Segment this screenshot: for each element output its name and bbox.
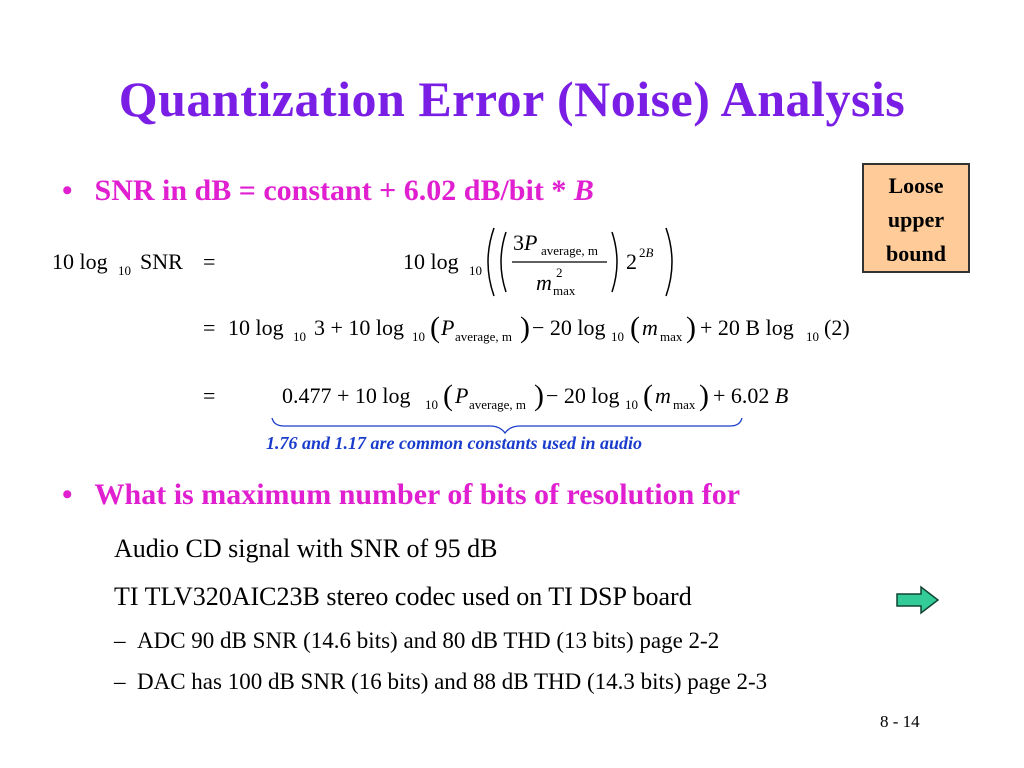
svg-text:): ) [520, 311, 530, 344]
eq-equals-2: = [203, 315, 216, 340]
eq-lhs-sub: 10 [118, 263, 131, 278]
box-line-3: bound [886, 241, 946, 266]
svg-text:): ) [686, 311, 696, 344]
svg-text:10 log: 10 log [228, 315, 284, 340]
bullet-marker: • [62, 174, 73, 207]
dash-dac-text: DAC has 100 dB SNR (16 bits) and 88 dB THD (14.3 bits) page 2-3 [137, 669, 768, 694]
svg-text:10: 10 [611, 329, 624, 344]
eq-outer-paren-left [488, 228, 494, 296]
eq-numerator: 3P [513, 230, 538, 255]
svg-text:): ) [534, 379, 544, 412]
bullet-snr-text: SNR in dB = constant + 6.02 dB/bit * [94, 174, 574, 207]
svg-text:10: 10 [625, 397, 638, 412]
equation-row-2 [203, 311, 850, 344]
bullet-snr-var: B [573, 174, 594, 207]
svg-text:average, m: average, m [455, 329, 513, 344]
svg-text:10: 10 [806, 329, 819, 344]
bullet-max-bits-text: What is maximum number of bits of resolution for [94, 478, 741, 511]
svg-text:10: 10 [293, 329, 306, 344]
svg-text:0.477 + 10 log: 0.477 + 10 log [282, 383, 411, 408]
eq-equals-1: = [203, 249, 216, 274]
underbrace [272, 418, 742, 433]
eq-row1-prefix: 10 log [403, 249, 459, 274]
svg-text:− 20 log: − 20 log [532, 315, 606, 340]
eq-lhs: 10 log [52, 249, 108, 274]
eq-numerator-sub: average, m [541, 243, 599, 258]
bullet-max-bits [62, 478, 740, 512]
eq-two-exp: 2B [639, 245, 654, 260]
svg-text:+ 6.02 B: + 6.02 B [713, 383, 789, 408]
line-codec: TI TLV320AIC23B stereo codec used on TI DSP board [114, 582, 692, 611]
right-arrow-icon[interactable] [895, 585, 941, 615]
svg-text:): ) [699, 379, 709, 412]
svg-text:m: m [642, 315, 658, 340]
svg-text:10: 10 [425, 397, 438, 412]
svg-text:max: max [660, 329, 683, 344]
page-title: Quantization Error (Noise) Analysis [118, 71, 906, 127]
eq-two: 2 [626, 249, 637, 274]
svg-text:(2): (2) [824, 315, 850, 340]
svg-text:max: max [673, 397, 696, 412]
line-audio-cd: Audio CD signal with SNR of 95 dB [114, 534, 498, 563]
svg-text:(: ( [630, 311, 640, 344]
svg-text:3 + 10 log: 3 + 10 log [314, 315, 405, 340]
eq-lhs-snr: SNR [140, 249, 183, 274]
equation-row-1 [52, 228, 672, 298]
eq-outer-paren-right [666, 228, 672, 296]
dash-adc-text: ADC 90 dB SNR (14.6 bits) and 80 dB THD (13 bits) page 2-2 [137, 628, 720, 653]
dash-marker: – [114, 628, 126, 653]
svg-text:P: P [441, 315, 455, 340]
svg-text:(: ( [643, 379, 653, 412]
svg-text:− 20 log: − 20 log [546, 383, 620, 408]
eq-denominator: m [536, 270, 552, 295]
eq-den-sub: max [553, 283, 576, 298]
page-number: 8 - 14 [880, 712, 920, 731]
box-line-2: upper [887, 207, 945, 232]
svg-text:average, m: average, m [469, 397, 527, 412]
eq-equals-3: = [203, 383, 216, 408]
svg-text:(: ( [443, 379, 453, 412]
eq-inner-paren-left [501, 232, 506, 292]
dash-item-adc [114, 628, 719, 654]
constants-note: 1.76 and 1.17 are common constants used in audio [266, 433, 643, 453]
svg-text:m: m [655, 383, 671, 408]
bullet-marker-2: • [62, 478, 73, 511]
svg-text:(: ( [430, 311, 440, 344]
svg-text:10: 10 [412, 329, 425, 344]
eq-inner-paren-right [612, 232, 617, 292]
dash-marker: – [114, 669, 126, 694]
svg-text:P: P [455, 383, 469, 408]
svg-text:+ 20 B log: + 20 B log [700, 315, 794, 340]
equation-row-3 [203, 379, 788, 412]
dash-item-dac [114, 669, 767, 695]
eq-den-sup: 2 [556, 265, 563, 280]
box-line-1: Loose [888, 173, 944, 198]
eq-row1-sub: 10 [469, 263, 482, 278]
